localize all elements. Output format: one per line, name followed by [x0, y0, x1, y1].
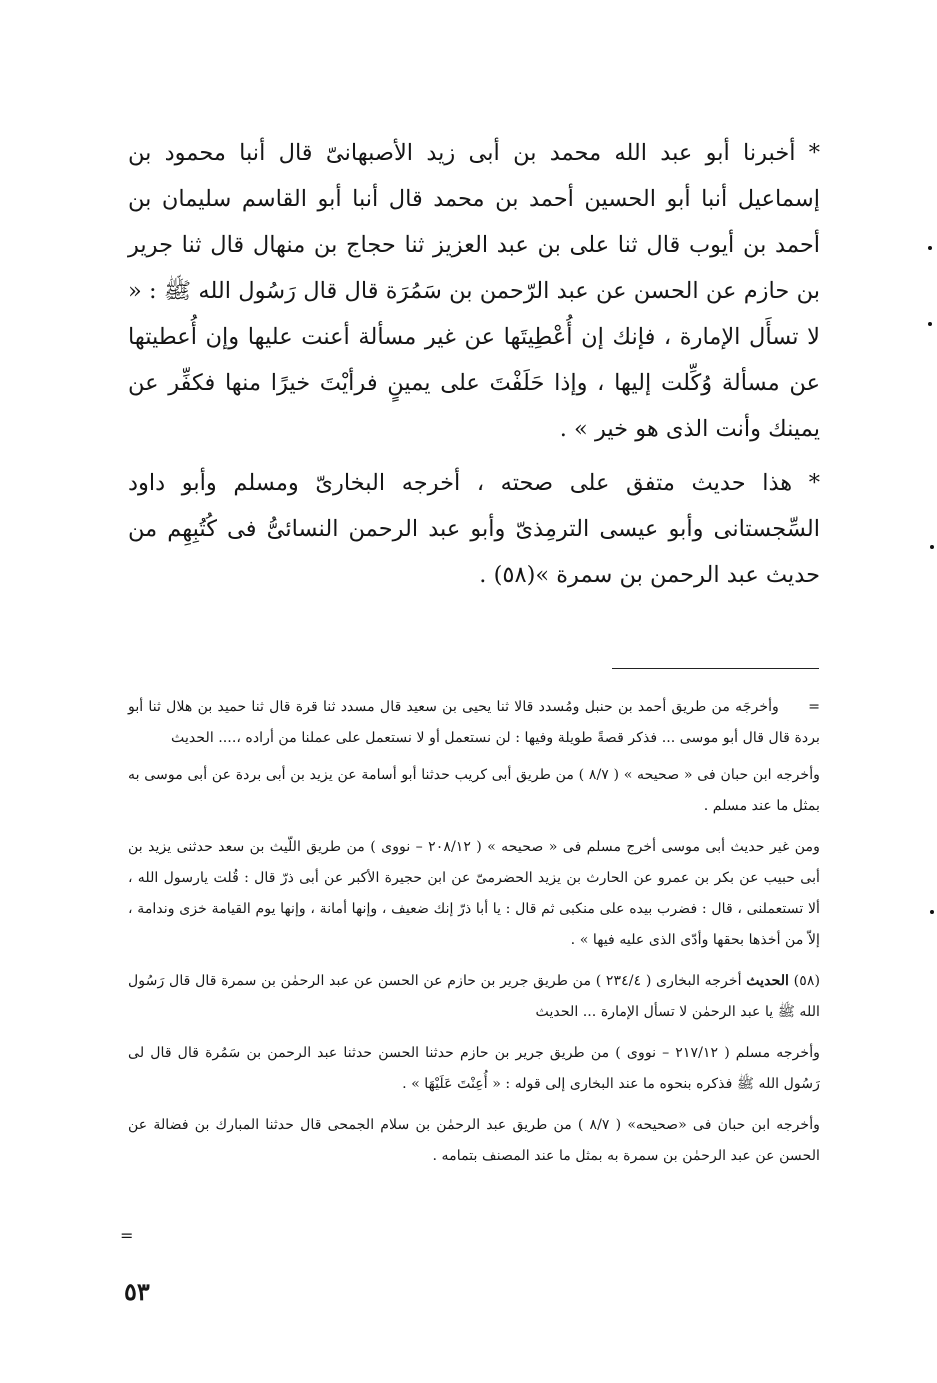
footnote-text-2: وأخرجه ابن حبان فى « صحيحه » ( ٨/٧ ) من طريق أبى كريب حدثنا أبو أسامة عن يزيد بن أبى بردة عن أبى موسى به بمثل ما عند مسلم . — [128, 767, 820, 814]
page-number: ٥٣ — [124, 1277, 150, 1306]
footnote-text-3: ومن غير حديث أبى موسى أخرج مسلم فى « صحيحه » ( ٢٠٨/١٢ – نووى ) من طريق اللّيث بن سعد حدثنى يزيد بن أبى حبيب عن بكر بن عمرو عن الحارث بن يزيد الحضرمىّ عن ابن حجيرة الأكبر عن أبى ذرّ قال : قُلت يارسول الله ، ألا تستعملنى ، قال : فضرب بيده على منكبى ثم قال : يا أبا ذرّ إنك ضعيف ، وإنها أمانة ، وإنها يوم القيامة خزى وندامة ، إلاّ من أخذها بحقها وأدّى الذى عليه فيها » . — [128, 839, 820, 948]
margin-dot — [930, 545, 934, 549]
footnote-keyword: الحديث — [746, 973, 789, 989]
footnote-text-6: وأخرجه ابن حبان فى «صحيحه» ( ٨/٧ ) من طريق عبد الرحمٰن بن سلام الجمحى قال حدثنا المبارك بن فضالة عن الحسن عن عبد الرحمٰن بن سمرة به بمثل ما عند المصنف بتمامه . — [128, 1117, 820, 1164]
main-text — [128, 130, 820, 606]
margin-dot — [930, 910, 934, 914]
main-paragraph-commentary: * هذا حديث متفق على صحته ، أخرجه البخارىّ ومسلم وأبو داود السِّجستانى وأبو عيسى الترمِذىّ وأبو عبد الرحمن النسائىُّ فى كُتُبِهِم من حديث عبد الرحمن بن سمرة »(٥٨) . — [128, 470, 820, 588]
main-paragraph-hadith: * أخبرنا أبو عبد الله محمد بن أبى زيد الأصبهانىّ قال أنبا محمود بن إسماعيل أنبا أبو الحسين أحمد بن محمد قال أنبا أبو القاسم سليمان بن أحمد بن أيوب قال ثنا على بن عبد العزيز ثنا حجاج بن منهال قال ثنا جرير بن حازم عن الحسن عن عبد الرّحمن بن سَمُرَة قال قال رَسُول الله ﷺ : « لا تسأَل الإمارة ، فإنك إن أُعْطِيتَها عن غير مسألة أعنت عليها وإن أُعطيتها عن مسألة وُكِّلت إليها ، وإذا حَلَفْتَ على يمينٍ فرأيْتَ خيرًا منها فكفِّر عن يمينك وأنت الذى هو خير » . — [128, 140, 820, 442]
continues-marker: = — [120, 1226, 134, 1245]
footnotes — [128, 692, 820, 1182]
footnote-text-4: أخرجه البخارى ( ٢٣٤/٤ ) من طريق جرير بن حازم عن الحسن عن عبد الرحمٰن بن سمرة قال قال رَسُول الله ﷺ يا عبد الرحمٰن لا تسأل الإمارة ... الحديث — [128, 973, 820, 1020]
margin-dot — [928, 246, 932, 250]
footnote-number: (٥٨) — [793, 973, 820, 989]
footnote-text-5: وأخرجه مسلم ( ٢١٧/١٢ – نووى ) من طريق جرير بن حازم حدثنا الحسن حدثنا عبد الرحمن بن سَمُرة قال قال لى رَسُول الله ﷺ فذكره بنحوه ما عند البخارى إلى قوله : « أُعِنْتَ عَلَيْهَا » . — [128, 1045, 820, 1092]
footnote-58 — [128, 966, 820, 1028]
footnote-separator — [612, 668, 819, 669]
continuation-marker: = — [808, 699, 820, 715]
margin-dot — [928, 322, 932, 326]
footnote-text-1: وأخرجَه من طريق أحمد بن حنبل ومُسدد قالا ثنا يحيى بن سعيد قال مسدد ثنا قرة قال ثنا حميد بن هلال ثنا أبو بردة قال قال أبو موسى ... فذكر قصةً طويلة وفيها : لن نستعمل أو لا نستعمل على عملنا من أراده ،.... الحديث — [128, 699, 820, 746]
footnote-continuation — [128, 692, 820, 754]
